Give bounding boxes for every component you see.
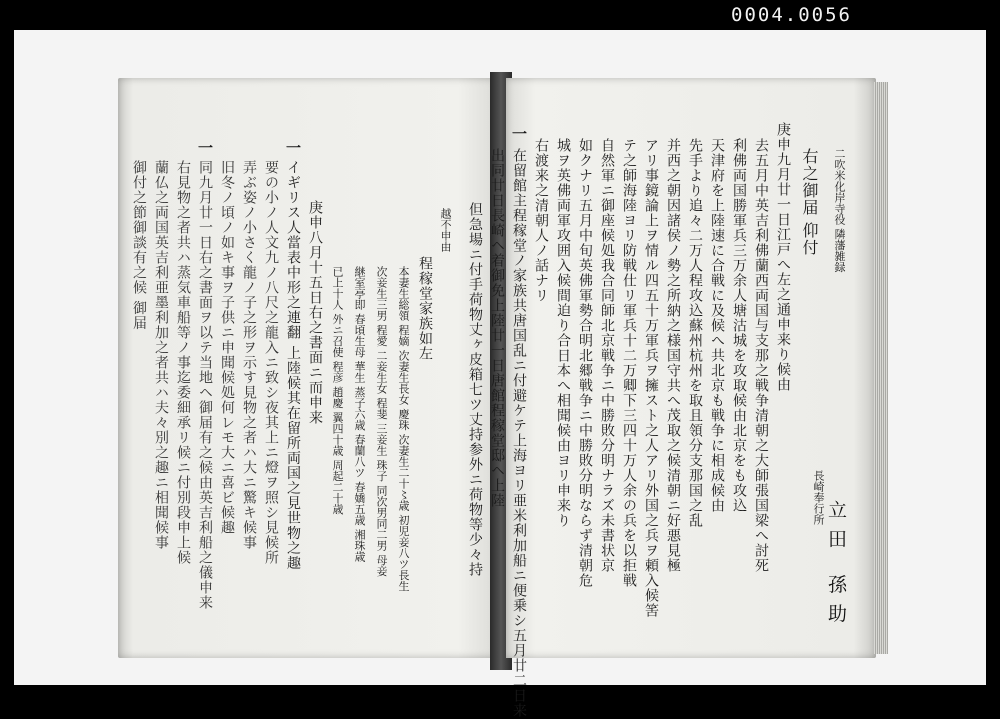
signature-note: 長崎奉行所 [812, 470, 825, 525]
right-page [489, 78, 876, 718]
header-note: 二吹米化岸寺役 隣藩雑録 [833, 148, 846, 273]
left-marker-1: 一 [284, 140, 302, 155]
right-line-10: 如クナリ五月中旬英佛軍勢合明北郷戦争ニ中勝敗分明ならず清朝危 [577, 138, 593, 588]
left-line-6: 継室亭即 春頃生母 華生 蒸子六歳 春蘭八ツ 春嬌五歳 湘珠歳 [353, 266, 366, 562]
page-edges [874, 82, 888, 654]
left-line-3: 程稼堂家族如左 [417, 256, 433, 361]
left-line-7: 已上十人 外ニ召使 程彦 趙慶 翼四十歳 周起二十歳 [331, 266, 344, 515]
right-line-14: 出同廿日長崎ヘ着御免上陸廿一日唐館程稼堂邸ヘ上陸 [489, 148, 505, 508]
left-marker-2: 一 [196, 140, 214, 155]
right-line-12: 右渡来之清朝人ノ話ナリ [533, 138, 549, 303]
right-line-5: 先手より追々二万人程攻込蘇州杭州を取且領分支那国之乱 [687, 138, 703, 528]
right-line-9: 自然軍ニ御座候処我合同師北京戦争ニ中勝敗分明ナラズ未書状京 [599, 138, 615, 573]
left-line-11: 弄ぶ姿ノ小さく龍ノ子之形ヲ示す見物之者ハ大ニ驚キ候事 [241, 160, 257, 550]
left-line-2: 越不申由 [439, 208, 452, 252]
section-title: 右之御届 仰付 [800, 148, 819, 257]
right-line-11: 城ヲ英佛両軍攻囲入候間迫り合日本へ相聞候由ヨリ申来り [555, 138, 571, 528]
left-line-4: 本妻生総領 程嫡 次妻生長女 慶珠 次妻生二十〻歳 初児妾八ツ長生 [397, 266, 410, 592]
frame-number: 0004.0056 [731, 4, 852, 26]
right-line-13: 在留館主程稼堂ノ家族共唐国乱ニ付避ケテ上海ヨリ亜米利加船ニ便乗シ五月廿二日来 [511, 148, 527, 718]
left-line-16: 御付之節御談有之候 御届 [131, 160, 147, 331]
right-line-6: 并西之朝因諸侯ノ勢之所納之様国守共へ茂取之候清朝ニ好悪見極 [665, 138, 681, 573]
left-line-15: 蘭仏之両国英吉利亜墨利加之者共ハ夫々別之趣ニ相聞候事 [153, 160, 169, 550]
right-marker-1: 一 [510, 126, 528, 141]
right-line-7: アリ事鏡論上ヲ情ル四五十万軍兵ヲ擁スト之人アリ外国之兵ヲ頼入候筈 [643, 138, 659, 618]
right-line-2: 去五月中英吉利佛蘭西両国与支那之戦争清朝之大師張国梁へ討死 [753, 138, 769, 573]
left-page [118, 78, 496, 658]
left-line-13: 同九月廿一日右之書面ヲ以テ当地ヘ御届有之候由英吉利船之儀申来 [197, 160, 213, 610]
left-line-14: 右見物之者共ハ蒸気車船等ノ事迄委細承リ候ニ付別段申上候 [175, 160, 191, 565]
right-line-3: 利佛両国勝軍兵三万余人塘沽城を攻取候由北京をも攻込 [731, 138, 747, 513]
right-line-4: 天津府を上陸速に合戦に及候へ共北京も戦争に相成候由 [709, 138, 725, 513]
right-line-1: 庚申九月廿一日江戸へ左之通申来り候由 [775, 122, 791, 392]
signature: 立田 孫助 [825, 500, 847, 633]
left-line-1: 但急場ニ付手荷物丈ヶ皮箱七ツ丈持参外ニ荷物等少々持 [467, 202, 483, 577]
left-line-5: 次妾生三男 程愛 二妾生女 程斐 三妾生 珠子 同次男同二男 母妾 [375, 266, 388, 577]
left-line-9: イギリス人當表中形之連翻 上陸候其在留所両国之見世物之趣 [285, 160, 301, 571]
left-line-12: 旧冬ノ頃ノ如キ事ヲ子供ニ申聞候処何レモ大ニ喜ビ候趣 [219, 160, 235, 535]
right-line-8: テ之師海陸ヨリ防戦仕リ軍兵十二万卿下三四十万人余の兵を以拒戦 [621, 138, 637, 588]
left-line-8: 庚申八月十五日右之書面ニ而申来 [307, 200, 323, 425]
open-book [118, 72, 888, 718]
left-line-10: 要の小ノ人文九ノ八尺之龍入ニ致シ夜其上ニ燈ヲ照シ見候所 [263, 160, 279, 565]
